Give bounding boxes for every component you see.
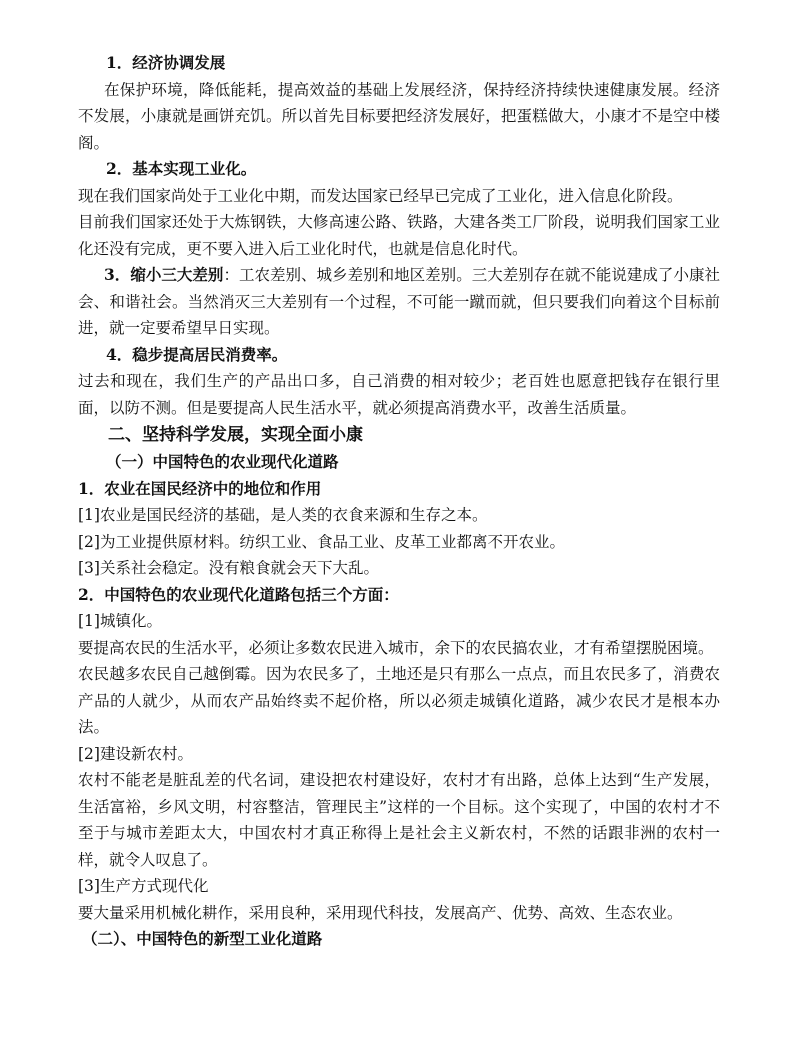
section-heading-economy: 1．经济协调发展 bbox=[106, 53, 226, 72]
list-item: [1]城镇化。 bbox=[78, 612, 162, 630]
paragraph-industrialization-2: 目前我们国家还处于大炼钢铁，大修高速公路、铁路，大建各类工厂阶段，说明我们国家工业化还没有完成，更不要入进入后工业化时代，也就是信息化时代。 bbox=[78, 213, 720, 258]
paragraph-industrialization-1: 现在我们国家尚处于工业化中期，而发达国家已经早已完成了工业化，进入信息化阶段。 bbox=[78, 186, 683, 205]
document-page bbox=[78, 50, 720, 953]
three-differences-text: ：工农差别、城乡差别和地区差别。三大差别存在就不能说建成了小康社会、和谐社会。当然消灭三大差别有一个过程，不可能一蹴而就，但只要我们向着这个目标前进，就一定要希望早日实现。 bbox=[78, 266, 720, 337]
list-item: [3]关系社会稳定。没有粮食就会天下大乱。 bbox=[78, 559, 379, 577]
section-heading-consumption: 4．稳步提高居民消费率。 bbox=[106, 344, 288, 364]
list-item: [2]建设新农村。 bbox=[78, 744, 193, 763]
paragraph-economy: 在保护环境，降低能耗，提高效益的基础上发展经济，保持经济持续快速健康发展。经济不发展，小康就是画饼充饥。所以首先目标要把经济发展好，把蛋糕做大，小康才不是空中楼阁。 bbox=[78, 80, 720, 152]
subheading-industrialization-path: （二）、中国特色的新型工业化道路 bbox=[82, 929, 323, 948]
list-item: [1]农业是国民经济的基础，是人类的衣食来源和生存之本。 bbox=[78, 506, 488, 524]
paragraph-three-differences bbox=[78, 262, 720, 342]
paragraph-new-countryside: 农村不能老是脏乱差的代名词，建设把农村建设好，农村才有出路，总体上达到“生产发展，生活富裕，乡风文明，村容整洁，管理民主”这样的一个目标。这个实现了，中国的农村才不至于与城市差距太大，中国农村才真正称得上是社会主义新农村，不然的话跟非洲的农村一样，就令人叹息了。 bbox=[78, 771, 720, 869]
paragraph-consumption: 过去和现在，我们生产的产品出口多，自己消费的相对较少；老百姓也愿意把钱存在银行里面，以防不测。但是要提高人民生活水平，就必须提高消费水平，改善生活质量。 bbox=[78, 372, 720, 417]
paragraph-production-modernization: 要大量采用机械化耕作，采用良种，采用现代科技，发展高产、优势、高效、生态农业。 bbox=[78, 903, 683, 922]
list-item: [3]生产方式现代化 bbox=[78, 877, 209, 895]
paragraph-urbanization-2: 农民越多农民自己越倒霉。因为农民多了，土地还是只有那么一点点，而且农民多了，消费农产品的人就少，从而农产品始终卖不起价格，所以必须走城镇化道路，减少农民才是根本办法。 bbox=[78, 665, 720, 736]
paragraph-urbanization-1: 要提高农民的生活水平，必须让多数农民进入城市，余下的农民搞农业，才有希望摆脱困境。 bbox=[78, 638, 714, 657]
list-item: [2]为工业提供原材料。纺织工业、食品工业、皮革工业都离不开农业。 bbox=[78, 532, 565, 551]
heading-agriculture-three-aspects: 2．中国特色的农业现代化道路包括三个方面： bbox=[78, 584, 399, 604]
subheading-agriculture-path: （一）中国特色的农业现代化道路 bbox=[106, 452, 339, 471]
part-heading-scientific-development: 二、坚持科学发展，实现全面小康 bbox=[108, 425, 363, 445]
heading-agriculture-role: 1．农业在国民经济中的地位和作用 bbox=[78, 478, 322, 498]
section-heading-industrialization: 2．基本实现工业化。 bbox=[106, 159, 257, 178]
section-heading-three-differences: 3．缩小三大差别 bbox=[104, 265, 224, 284]
